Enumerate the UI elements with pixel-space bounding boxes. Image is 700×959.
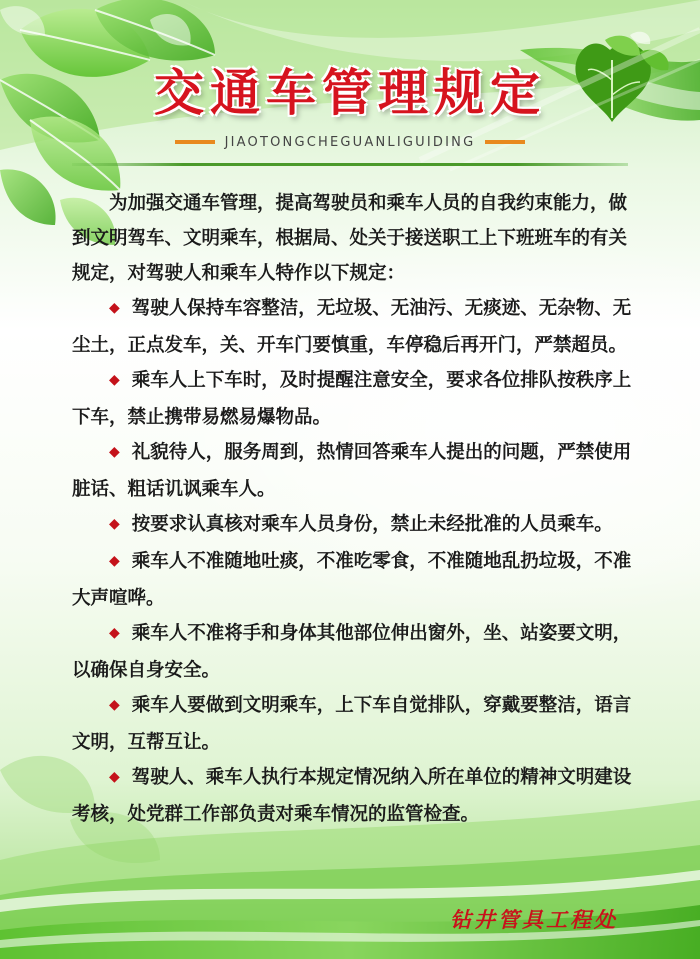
rule-text: 驾驶人、乘车人执行本规定情况纳入所在单位的精神文明建设考核，处党群工作部负责对乘车情况的监管检查。 [72,767,632,825]
regulation-body [72,186,632,832]
rule-item-7 [72,688,632,760]
page-title: 交通车管理规定 [154,64,546,122]
subtitle-accent-right [485,140,525,144]
diamond-bullet-icon: ◆ [109,553,120,569]
diamond-bullet-icon: ◆ [109,372,120,388]
diamond-bullet-icon: ◆ [109,516,120,532]
rule-text: 乘车人要做到文明乘车，上下车自觉排队，穿戴要整洁，语言文明，互帮互让。 [72,695,632,753]
diamond-bullet-icon: ◆ [109,444,120,460]
rule-text: 乘车人不准随地吐痰，不准吃零食，不准随地乱扔垃圾，不准大声喧哗。 [72,551,632,609]
subtitle-row [0,132,700,152]
rule-item-6 [72,616,632,688]
rule-item-4 [72,507,632,544]
rule-item-1 [72,291,632,363]
rule-text: 驾驶人保持车容整洁，无垃圾、无油污、无痰迹、无杂物、无尘土，正点发车，关、开车门要慎重，车停稳后再开门，严禁超员。 [72,298,632,356]
diamond-bullet-icon: ◆ [109,625,120,641]
rule-text: 礼貌待人，服务周到，热情回答乘车人提出的问题，严禁使用脏话、粗话讥讽乘车人。 [72,442,632,500]
subtitle-accent-left [175,140,215,144]
header-divider [72,163,628,166]
rule-text: 乘车人上下车时，及时提醒注意安全，要求各位排队按秩序上下车，禁止携带易燃易爆物品。 [72,370,632,428]
diamond-bullet-icon: ◆ [109,769,120,785]
rule-item-5 [72,544,632,616]
rule-item-3 [72,435,632,507]
rule-item-2 [72,363,632,435]
page-subtitle: JIAOTONGCHEGUANLIGUIDING [224,134,476,150]
diamond-bullet-icon: ◆ [109,300,120,316]
rule-text: 乘车人不准将手和身体其他部位伸出窗外，坐、站姿要文明，以确保自身安全。 [72,623,632,681]
title-block [0,62,700,124]
issuer-signature: 钻井管具工程处 [450,907,618,932]
rule-item-8 [72,760,632,832]
intro-paragraph: 为加强交通车管理，提高驾驶员和乘车人员的自我约束能力，做到文明驾车、文明乘车，根据局、处关于接送职工上下班班车的有关规定，对驾驶人和乘车人特作以下规定： [72,193,628,284]
diamond-bullet-icon: ◆ [109,697,120,713]
rule-text: 按要求认真核对乘车人员身份，禁止未经批准的人员乘车。 [131,514,613,535]
